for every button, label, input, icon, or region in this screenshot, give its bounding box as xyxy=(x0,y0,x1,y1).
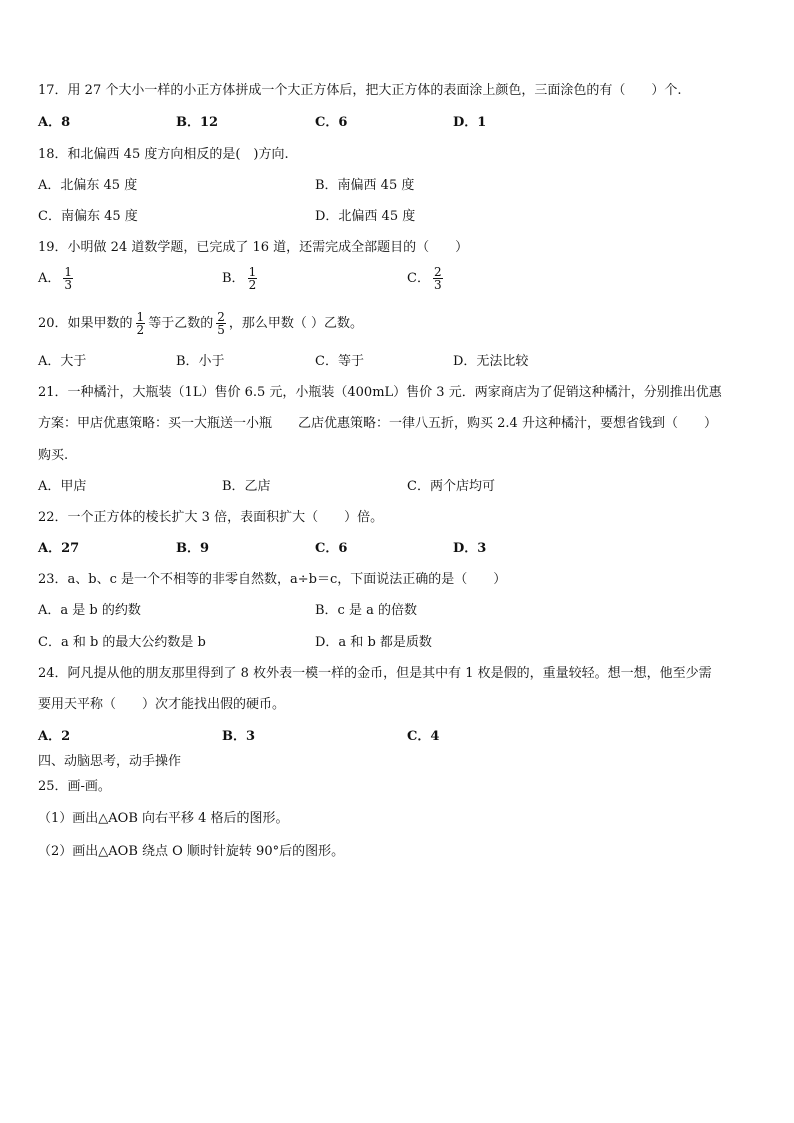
fraction-denominator: 3 xyxy=(64,278,73,292)
q20-stem xyxy=(38,311,363,336)
q21-option-b: B．乙店 xyxy=(222,479,271,494)
q19-option-c-fraction xyxy=(433,266,443,291)
q19-option-a-fraction xyxy=(63,266,73,291)
q22-option-d: D．3 xyxy=(453,541,487,556)
q20-fraction-1 xyxy=(136,311,146,336)
q23-option-a: A．a 是 b 的约数 xyxy=(38,603,141,618)
q20-fraction-2 xyxy=(216,311,226,336)
q22-stem: 22．一个正方体的棱长扩大 3 倍，表面积扩大（ ）倍。 xyxy=(38,510,384,525)
q24-line-1: 24．阿凡提从他的朋友那里得到了 8 枚外表一模一样的金币，但是其中有 1 枚是假的，重量较轻。想一想，他至少需 xyxy=(38,666,712,681)
q18-stem: 18．和北偏西 45 度方向相反的是( )方向. xyxy=(38,147,289,162)
q21-line-2: 方案：甲店优惠策略：买一大瓶送一小瓶 乙店优惠策略：一律八五折，购买 2.4 升这种橘汁，要想省钱到（ ） xyxy=(38,416,717,431)
q20-option-d: D．无法比较 xyxy=(453,354,529,369)
q17-option-a: A．8 xyxy=(38,115,71,130)
q19-option-a-label: A． xyxy=(38,271,61,286)
q20-suffix: ，那么甲数（ ）乙数。 xyxy=(228,316,363,331)
q22-option-b: B．9 xyxy=(176,541,210,556)
q25-stem: 25．画-画。 xyxy=(38,779,111,794)
q23-option-c: C．a 和 b 的最大公约数是 b xyxy=(38,635,206,650)
q19-option-a xyxy=(38,266,76,291)
q21-line-1: 21．一种橘汁，大瓶装（1L）售价 6.5 元，小瓶装（400mL）售价 3 元．两家商店为了促销这种橘汁，分别推出优惠 xyxy=(38,385,722,400)
q23-option-d: D．a 和 b 都是质数 xyxy=(315,635,432,650)
q19-option-b-label: B． xyxy=(222,271,245,286)
q19-option-c-label: C． xyxy=(407,271,430,286)
q23-stem: 23．a、b、c 是一个不相等的非零自然数，a÷b＝c，下面说法正确的是（ ） xyxy=(38,572,507,587)
q19-option-b xyxy=(222,266,260,291)
fraction-denominator: 3 xyxy=(433,278,442,292)
fraction-denominator: 2 xyxy=(136,323,145,337)
q20-option-a: A．大于 xyxy=(38,354,87,369)
q19-option-c xyxy=(407,266,446,291)
q17-option-b: B．12 xyxy=(176,115,219,130)
fraction-numerator: 2 xyxy=(433,265,442,279)
fraction-numerator: 1 xyxy=(136,310,145,324)
q25-sub-1: （1）画出△AOB 向右平移 4 格后的图形。 xyxy=(38,811,289,826)
q18-option-c: C．南偏东 45 度 xyxy=(38,209,138,224)
fraction-denominator: 2 xyxy=(248,278,257,292)
q22-option-a: A．27 xyxy=(38,541,80,556)
section-4-title: 四、动脑思考，动手操作 xyxy=(38,754,182,769)
fraction-numerator: 2 xyxy=(217,310,225,324)
q18-option-b: B．南偏西 45 度 xyxy=(315,178,415,193)
q24-option-b: B．3 xyxy=(222,729,256,744)
q18-option-a: A．北偏东 45 度 xyxy=(38,178,138,193)
q20-option-c: C．等于 xyxy=(315,354,364,369)
q21-option-c: C．两个店均可 xyxy=(407,479,495,494)
q25-sub-2: （2）画出△AOB 绕点 O 顺时针旋转 90°后的图形。 xyxy=(38,844,345,859)
q21-line-3: 购买. xyxy=(38,448,69,463)
q18-option-d: D．北偏西 45 度 xyxy=(315,209,416,224)
q20-option-b: B．小于 xyxy=(176,354,225,369)
q21-option-a: A．甲店 xyxy=(38,479,87,494)
q17-option-c: C．6 xyxy=(315,115,348,130)
q23-option-b: B．c 是 a 的倍数 xyxy=(315,603,417,618)
q24-option-a: A．2 xyxy=(38,729,71,744)
fraction-numerator: 1 xyxy=(248,265,257,279)
q20-middle: 等于乙数的 xyxy=(148,316,214,331)
q17-option-d: D．1 xyxy=(453,115,487,130)
q17-stem: 17．用 27 个大小一样的小正方体拼成一个大正方体后，把大正方体的表面涂上颜色，三面涂色的有（ ）个. xyxy=(38,83,682,98)
fraction-denominator: 5 xyxy=(217,323,225,337)
q19-option-b-fraction xyxy=(248,266,258,291)
q19-stem: 19．小明做 24 道数学题，已完成了 16 道，还需完成全部题目的（ ） xyxy=(38,240,469,255)
q22-option-c: C．6 xyxy=(315,541,348,556)
fraction-numerator: 1 xyxy=(64,265,73,279)
q20-prefix: 20．如果甲数的 xyxy=(38,316,133,331)
q24-option-c: C．4 xyxy=(407,729,440,744)
q24-line-2: 要用天平称（ ）次才能找出假的硬币。 xyxy=(38,697,286,712)
